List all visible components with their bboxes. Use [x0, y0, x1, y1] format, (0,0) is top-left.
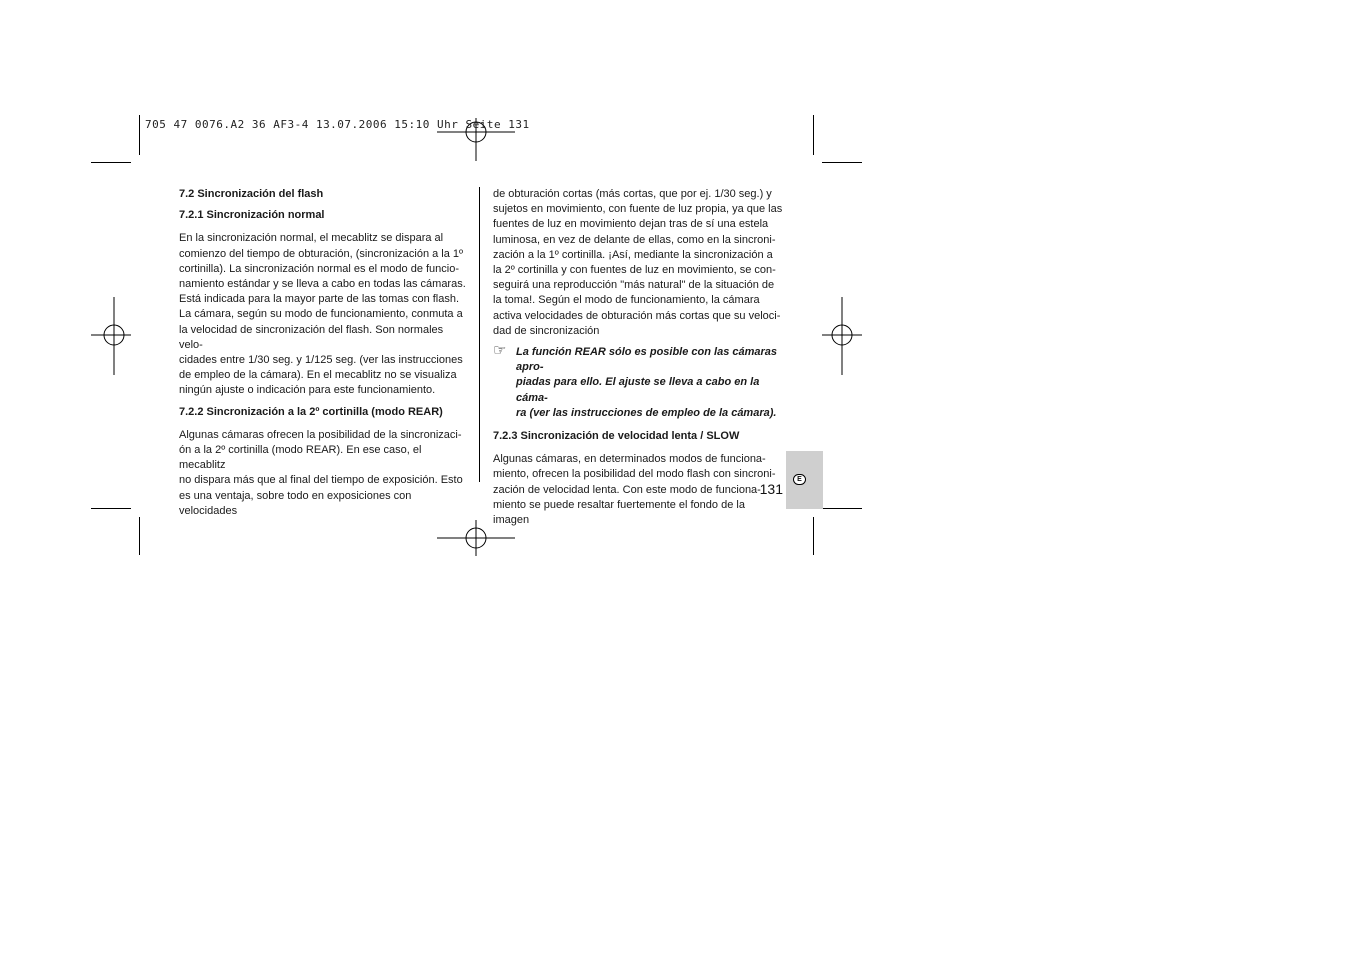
text-line: zación de velocidad lenta. Con este modo de funciona-	[493, 483, 761, 496]
registration-mark-icon	[822, 297, 862, 375]
text-line: miento, ofrecen la posibilidad del modo flash con sincroni-	[493, 468, 776, 481]
text-line: de obturación cortas (más cortas, que por ej. 1/30 seg.) y	[493, 188, 772, 200]
text-line: ningún ajuste o indicación para este funcionamiento.	[179, 384, 436, 397]
crop-mark	[813, 115, 814, 155]
crop-mark	[139, 517, 140, 555]
text-line: seguirá una reproducción "más natural" de la situación de	[493, 279, 775, 292]
text-line: cidades entre 1/30 seg. y 1/125 seg. (ver las instrucciones	[179, 354, 463, 367]
text-line: En la sincronización normal, el mecablitz se dispara al	[179, 232, 444, 245]
text-line: sujetos en movimiento, con fuente de luz propia, ya que las	[493, 203, 783, 216]
crop-mark	[139, 115, 140, 155]
page-number: 131	[759, 481, 783, 497]
crop-mark	[91, 508, 131, 509]
crop-mark	[91, 162, 131, 163]
text-line: es una ventaja, sobre todo en exposiciones con velocidades	[179, 489, 412, 517]
text-line: comienzo del tiempo de obturación, (sincronización a la 1º	[179, 247, 464, 260]
left-column	[179, 187, 470, 519]
text-line: ón a la 2º cortinilla (modo REAR). En ese caso, el mecablitz	[179, 444, 422, 472]
text-line: miento se puede resaltar fuertemente el fondo de la imagen	[493, 498, 745, 527]
pointing-hand-icon: ☞	[493, 342, 507, 360]
text-line: de empleo de la cámara). En el mecablitz no se visualiza	[179, 369, 457, 382]
paragraph	[179, 428, 470, 519]
subsection-heading: 7.2.2 Sincronización a la 2º cortinilla (modo REAR)	[179, 405, 443, 418]
paragraph	[179, 231, 470, 398]
subsection-heading: 7.2.1 Sincronización normal	[179, 209, 325, 222]
subsection-heading: 7.2.3 Sincronización de velocidad lenta / SLOW	[493, 430, 740, 443]
text-line: zación a la 1º cortinilla. ¡Así, mediante la sincronización a	[493, 248, 773, 261]
language-badge: E	[793, 474, 806, 485]
text-line: dad de sincronización	[493, 324, 600, 337]
section-heading: 7.2 Sincronización del flash	[179, 188, 324, 200]
paragraph	[493, 187, 783, 339]
column-divider	[479, 187, 480, 482]
right-column	[493, 187, 783, 528]
text-line: la 2º cortinilla y con fuentes de luz en movimiento, se con-	[493, 264, 776, 277]
note-line: ra (ver las instrucciones de empleo de la cámara).	[516, 406, 777, 419]
text-line: no dispara más que al final del tiempo de exposición. Esto	[179, 474, 463, 487]
print-slug: 705 47 0076.A2 36 AF3-4 13.07.2006 15:10 Uhr Seite 131	[145, 118, 530, 131]
note-line: piadas para ello. El ajuste se lleva a cabo en la cáma-	[516, 376, 760, 404]
registration-mark-icon	[91, 297, 131, 375]
text-line: Algunas cámaras ofrecen la posibilidad de la sincronizaci-	[179, 428, 462, 441]
crop-mark	[822, 508, 862, 509]
crop-mark	[822, 162, 862, 163]
text-line: namiento estándar y se lleva a cabo en todas las cámaras.	[179, 278, 466, 291]
crop-mark	[813, 517, 814, 555]
text-line: Está indicada para la mayor parte de las tomas con flash.	[179, 293, 460, 306]
note-line: La función REAR sólo es posible con las cámaras apro-	[516, 346, 778, 374]
text-line: la toma!. Según el modo de funcionamiento, la cámara	[493, 294, 760, 307]
text-line: fuentes de luz en movimiento dejan tras de sí una estela	[493, 218, 769, 231]
text-line: cortinilla). La sincronización normal es el modo de funcio-	[179, 262, 460, 275]
text-line: Algunas cámaras, en determinados modos de funciona-	[493, 453, 766, 466]
text-line: activa velocidades de obturación más cortas que su veloci-	[493, 309, 781, 322]
text-line: la velocidad de sincronización del flash. Son normales velo-	[179, 323, 444, 351]
text-line: luminosa, en vez de delante de ellas, como en la sincroni-	[493, 233, 776, 246]
note-block	[493, 342, 783, 421]
text-line: La cámara, según su modo de funcionamiento, conmuta a	[179, 308, 463, 321]
